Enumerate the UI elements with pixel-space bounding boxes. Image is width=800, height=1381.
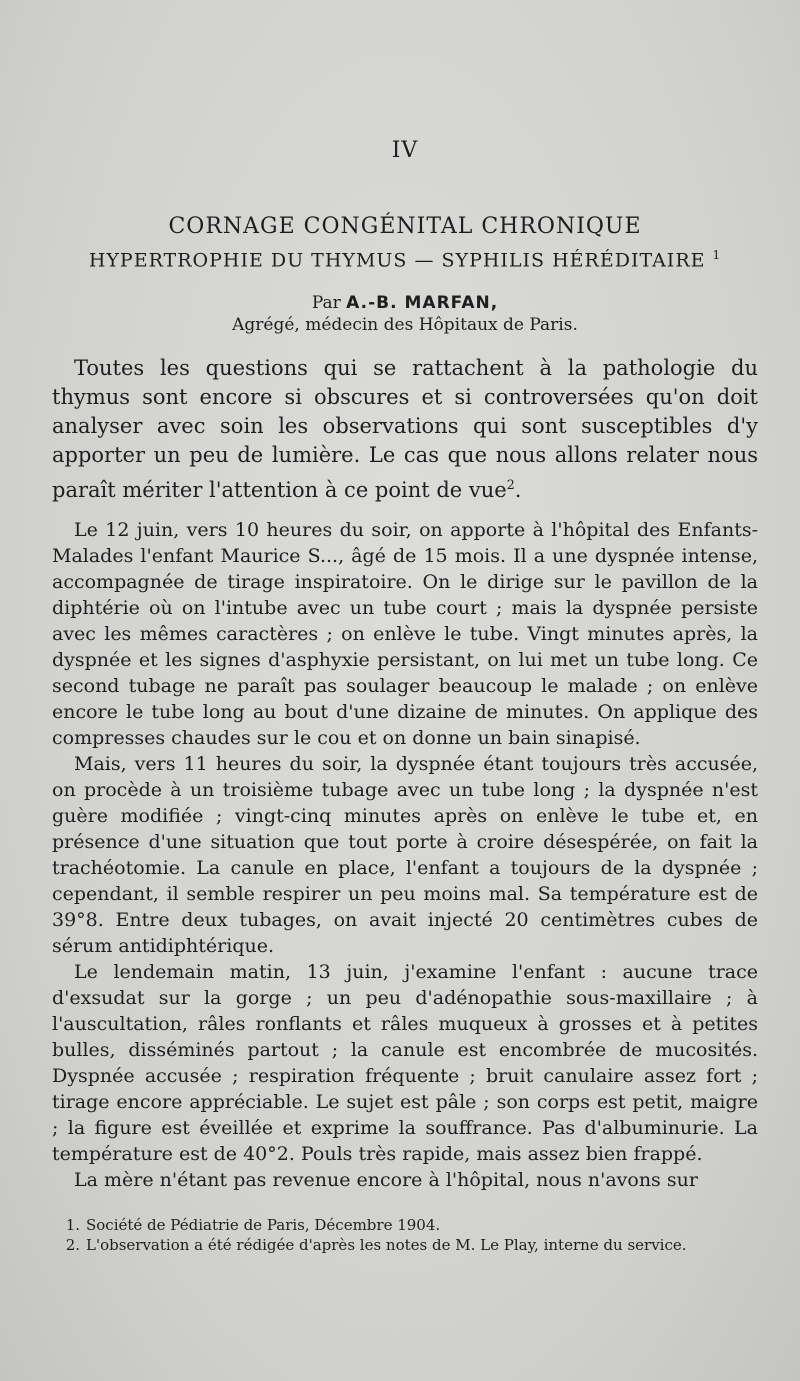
footnote-number: 2. [65,1236,80,1255]
intro-paragraph [52,354,758,505]
intro-footnote-mark: 2 [506,477,515,493]
title-footnote-mark: 1 [712,248,722,262]
intro-end: . [514,478,522,503]
footnote-2 [52,1235,758,1255]
article [52,138,758,1255]
chapter-number: IV [391,138,419,163]
body-paragraph-1: Le 12 juin, vers 10 heures du soir, on apporte à l'hôpital des Enfants-Malades l'enfant Maurice S..., âgé de 15 mois. Il a une dyspnée intense, accompagnée de tirage inspiratoire. On le dirige sur le pavillon de la diphtérie où on l'intube avec un tube court ; mais la dyspnée persiste avec les mêmes caractères ; on enlève le tube. Vingt minutes après, la dyspnée et les signes d'asphyxie persistant, on lui met un tube long. Ce second tubage ne paraît pas soulager beaucoup le malade ; on enlève encore le tube long au bout d'une dizaine de minutes. On applique des compresses chaudes sur le cou et on donne un bain sinapisé. [52,519,758,750]
intro-text: Toutes les questions qui se rattachent à la pathologie du thymus sont encore si obscures et si controversées qu'on doit analyser avec soin les observations qui sont susceptibles d'y apporter un peu de lumière. Le cas que nous allons relater nous paraît mériter l'attention à ce point de vue [52,356,758,503]
title-line-2-text: HYPERTROPHIE DU THYMUS — SYPHILIS HÉRÉDITAIRE [88,249,706,272]
footnote-1 [52,1215,758,1235]
footnote-text: Société de Pédiatrie de Paris, Décembre 1904. [86,1216,441,1235]
body-paragraph-4: La mère n'étant pas revenue encore à l'hôpital, nous n'avons sur [74,1169,698,1192]
byline-prefix: Par [311,293,341,314]
footnote-number: 1. [65,1216,80,1235]
author-name: A.-B. MARFAN, [346,293,499,314]
title-line-2 [52,241,758,274]
byline [52,292,758,314]
title-line-1: CORNAGE CONGÉNITAL CHRONIQUE [168,214,642,239]
footnote-text: L'observation a été rédigée d'après les notes de M. Le Play, interne du service. [86,1236,687,1255]
author-affiliation: Agrégé, médecin des Hôpitaux de Paris. [232,315,578,336]
body-paragraph-3: Le lendemain matin, 13 juin, j'examine l'enfant : aucune trace d'exsudat sur la gorge ; un peu d'adénopathie sous-maxillaire ; à l'auscultation, râles ronflants et râles muqueux à grosses et à petites bulles, disséminés partout ; la canule est encombrée de mucosités. Dyspnée accusée ; respiration fréquente ; bruit canulaire assez fort ; tirage encore appréciable. Le sujet est pâle ; son corps est petit, maigre ; la figure est éveillée et exprime la souffrance. Pas d'albuminurie. La température est de 40°2. Pouls très rapide, mais assez bien frappé. [52,961,758,1166]
body-paragraph-2: Mais, vers 11 heures du soir, la dyspnée étant toujours très accusée, on procède à un troisième tubage avec un tube long ; la dyspnée n'est guère modifiée ; vingt-cinq minutes après on enlève le tube et, en présence d'une situation que tout porte à croire désespérée, on fait la trachéotomie. La canule en place, l'enfant a toujours de la dyspnée ; cependant, il semble respirer un peu moins mal. Sa température est de 39°8. Entre deux tubages, on avait injecté 20 centimètres cubes de sérum antidiphtérique. [52,753,758,958]
footnotes [52,1215,758,1255]
